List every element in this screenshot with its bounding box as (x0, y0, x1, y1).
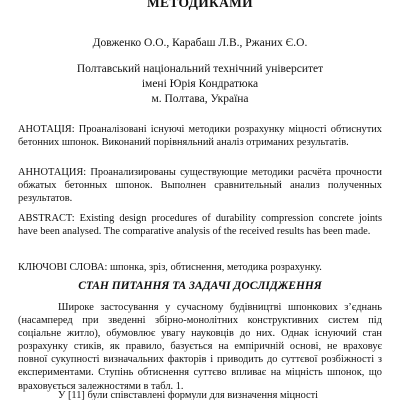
body-paragraph-continued: У [11] були співставлені формули для визначення міцності (58, 390, 319, 400)
abstract-english: ABSTRACT: Existing design procedures of durability compression concrete joints have been analysed. The comparative analysis of the received results has been made. (18, 213, 382, 237)
abstract-ukrainian: АНОТАЦІЯ: Проаналізовані існуючі методики розрахунку міцності обтиснутих бетонних шпонок. Виконаний порівняльний аналіз отриманих результатів. (18, 124, 382, 148)
affiliation-name: імені Юрія Кондратюка (141, 78, 259, 90)
body-paragraph: Широке застосування у сучасному будівництві шпонкових з’єднань (насамперед при зведенні збірно-монолітних конструктивних систем під соціальне житло), обумовлює увагу науковців до них. Однак існуючий стан розрахунку стиків, як правило, базується на емпіричній основі, не враховує повної сукупності визначальних факторів і приводить до суттєвої розбіжності з експериментами. Ступінь обтиснення суттєво впливає на міцність шпонок, що враховується залежностями в табл. 1. (18, 302, 382, 392)
abstract-russian: АННОТАЦИЯ: Проанализированы существующие методики расчёта прочности обжатых бетонных шпонок. Выполнен сравнительный анализ полученных результатов. (18, 167, 382, 204)
affiliation-city: м. Полтава, Україна (151, 93, 249, 105)
affiliation-university: Полтавський національний технічний університет (76, 63, 324, 75)
paper-title: МЕТОДИКАМИ (147, 0, 253, 10)
section-heading: СТАН ПИТАННЯ ТА ЗАДАЧІ ДОСЛІДЖЕННЯ (78, 280, 322, 292)
keywords: КЛЮЧОВІ СЛОВА: шпонка, зріз, обтиснення, методика розрахунку. (18, 262, 322, 273)
author-list: Довженко О.О., Карабаш Л.В., Ржаних Є.О. (92, 37, 308, 49)
